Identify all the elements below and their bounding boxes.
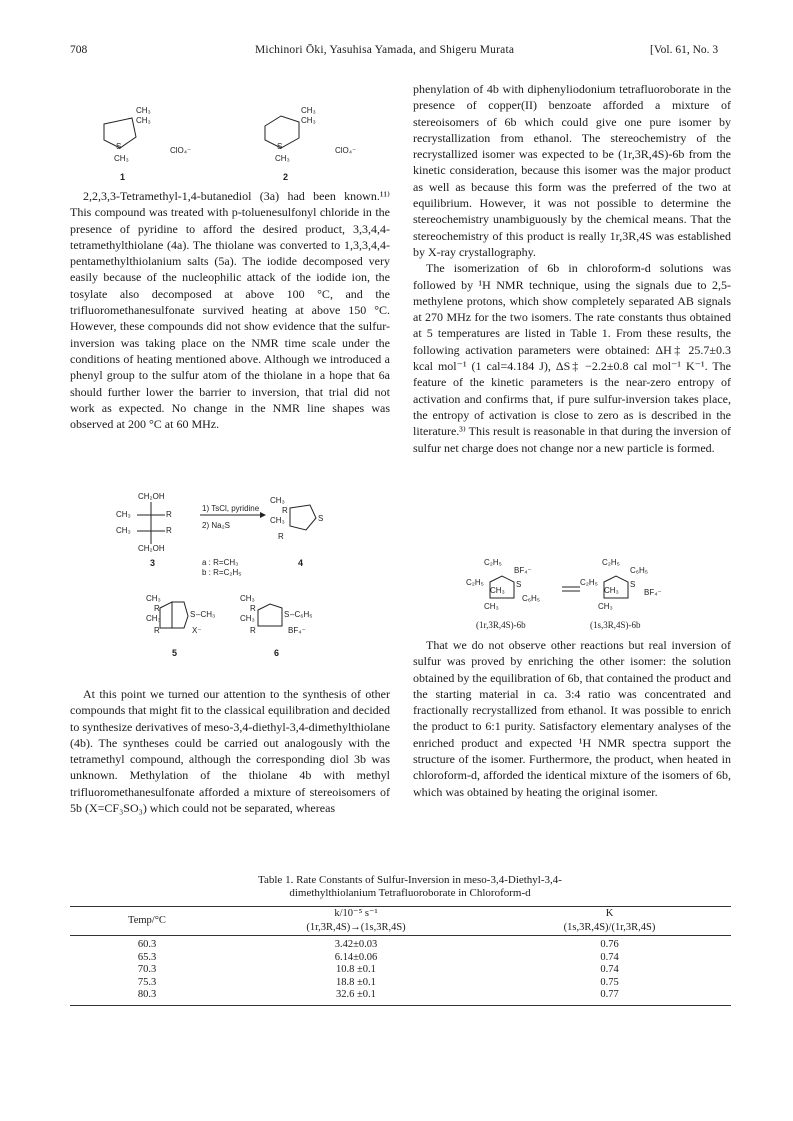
header-temp: Temp/°C [70,907,224,936]
scheme-ch3-2: CH₃ [116,526,131,535]
cell-temp: 80.3 [70,989,224,1005]
eq-right-bf4: BF₄⁻ [644,588,662,597]
c5-r2: R [154,626,160,635]
page-number: 708 [70,44,88,56]
c6-r: R [250,604,256,613]
table-caption-line-1: Table 1. Rate Constants of Sulfur-Inversion in meso-3,4-Diethyl-3,4- [258,874,562,886]
eq-left-c2h5-left: C₂H₅ [466,578,484,587]
compound-3-number: 3 [150,558,156,568]
table-row [70,936,731,952]
paragraph-synthesis-4a: 2,2,3,3-Tetramethyl-1,4-butanediol (3a) had been known.¹¹⁾ This compound was treated with p-toluenesulfonyl chloride in the presence of pyridine to afford the desired product, 3,3,4,4-tetramethylthiolane (4a). The thiolane was converted to 1,3,3,4,4-pentamethylthiolanium salts (5a). The iodide decomposed very easily because of the nucleophilic attack of the iodide ion, the tosylate also decomposed at above 100 °C, and the trifluoromethanesulfonate survived heating at above 150 °C. However, these compounds did not show evidence that the sulfur-inversion was taking place on the NMR time scale under the conditions of heating mentioned above. Although we introduced a phenyl group to the sulfur atom of the thiolane in a hope that 6a should further lower the barrier to inversion, that trial did not work as expected. No change in the NMR line shapes was observed at 200 °C at 60 MHz. [70,189,390,432]
header-k-top: k/10⁻⁵ s⁻¹ [224,907,488,922]
scheme-r1: R [166,510,172,519]
scheme-r2: R [166,526,172,535]
c5-s-methyl: –CH₃ [196,610,216,619]
eq-left-s: S [516,580,522,589]
eq-right-s: S [630,580,636,589]
cell-k: 10.8 ±0.1 [336,964,376,976]
c6-s: S [284,610,290,619]
header-K-bottom: (1s,3R,4S)/(1r,3R,4S) [488,921,731,936]
table-caption [200,874,620,900]
c5-r: R [154,604,160,613]
eq-right-ch3-bottom: CH₃ [598,602,613,611]
eq-left-ch3-ring: CH₃ [490,586,505,595]
eq-left-c2h5-top: C₂H₅ [484,558,502,567]
cell-temp: 65.3 [137,951,157,963]
running-head-authors: Michinori Ōki, Yasuhisa Yamada, and Shigeru Murata [255,44,515,56]
cell-K: 0.74 [600,951,619,963]
paragraph-isomerization: The isomerization of 6b in chloroform-d solutions was followed by ¹H NMR technique, using the signals due to 2,5-methylene protons, which show completely separated AB signals at 270 MHz for the two isomers. The rate constants thus obtained at 5 temperatures are listed in Table 1. From these results, the following activation parameters were obtained: ΔH‡ 25.7±0.3 kcal mol⁻¹ (1 cal=4.184 J), ΔS‡ −2.2±0.8 cal mol⁻¹ K⁻¹. The feature of the kinetic parameters is the near-zero entropy of activation and confirms that, if pure sulfur-inversion takes place, the entropy of activation is close to zero as is described in the literature.³⁾ This result is reasonable in that during the inversion of sulfur net charge does not change nor a new particle is formed. [413,261,731,455]
cell-K: 0.77 [488,989,731,1005]
substituent-b: b : R=C₂H₅ [202,568,242,577]
c6-r2: R [250,626,256,635]
c2-s: S [277,142,283,151]
product-ch3-b: CH₃ [270,516,285,525]
header-k-bottom: (1r,3R,4S)→(1s,3R,4S) [224,921,488,936]
cell-temp: 75.3 [137,976,157,988]
table-row [70,964,731,977]
c6-s-phenyl: –C₆H₅ [290,610,313,619]
eq-right-label: (1s,3R,4S)-6b [590,620,641,630]
table-row [70,989,731,1005]
scheme-ch2oh-top: CH₂OH [138,492,165,501]
c5-anion: X⁻ [192,626,202,635]
paragraph-enrichment: That we do not observe other reactions but real inversion of sulfur was proved by enriching the other isomer: the solution obtained by the equilibration of 6b, that contained the product and the starting material in ca. 3:4 ratio was concentrated and fractionally recrystallized from ethanol. It was possible to enrich the product to 6:1 purity. Satisfactory elementary analyses of the enriched product and expected ¹H NMR spectra support the structure of the isomer. Furthermore, the product, when heated in chloroform-d, afforded the identical mixture of the isomers of 6b, which was obtained by heating the original isomer. [413,638,731,799]
c6-ch3-a: CH₃ [240,594,255,603]
product-ch3-a: CH₃ [270,496,285,505]
c5-s: S [190,610,196,619]
c1-ch3-b: CH₃ [136,116,151,125]
cell-temp: 60.3 [137,939,157,950]
table-row [70,952,731,965]
c2-ch3-a: CH₃ [301,106,316,115]
eq-left-bf4: BF₄⁻ [514,566,532,575]
eq-left-c6h5: C₆H₅ [522,594,541,603]
running-head-volume: [Vol. 61, No. 3 [650,44,719,56]
c1-s: S [116,142,122,151]
c6-anion: BF₄⁻ [288,626,306,635]
product-s: S [318,514,324,523]
structure-1 [92,104,242,184]
table-row [70,977,731,990]
scheme-step-1: 1) TsCl, pyridine [202,504,260,513]
cell-K: 0.76 [600,939,619,950]
cell-K: 0.74 [600,964,619,976]
c1-anion: ClO₄⁻ [170,146,192,155]
eq-right-c6h5: C₆H₅ [630,566,649,575]
paragraph-diethyl-derivatives: At this point we turned our attention to the synthesis of other compounds that might fit to the classical equilibration and decided to synthesize derivatives of meso-3,4-diethyl-3,4-dimethylthiolane (4b). The syntheses could be carried out analogously with the tetramethyl compound, although the corresponding diol 3b was unknown. Methylation of the thiolane 4b with methyl trifluoromethanesulfonate afforded a mixture of stereoisomers of 5b (X=CF₃SO₃) which could not be separated, whereas [70,687,390,816]
eq-right-c2h5-left: C₂H₅ [580,578,598,587]
scheme-step-2: 2) Na₂S [202,521,231,530]
c2-ch3-b: CH₃ [301,116,316,125]
cell-temp: 70.3 [137,964,157,976]
rate-constants-table [70,906,731,1006]
cell-k: 18.8 ±0.1 [336,976,376,988]
c2-anion: ClO₄⁻ [335,146,357,155]
eq-left-ch3-bottom: CH₃ [484,602,499,611]
reaction-scheme [110,490,390,670]
right-column-top [413,81,731,456]
c2-number: 2 [283,172,289,182]
left-column-bottom [70,686,390,816]
right-column-bottom [413,637,731,800]
header-K-top: K [488,907,731,922]
cell-k: 6.14±0.06 [334,951,378,963]
product-r: R [282,506,288,515]
c1-ch3-s: CH₃ [114,154,129,163]
substituent-a: a : R=CH₃ [202,558,239,567]
c1-number: 1 [120,172,126,182]
c5-ch3-a: CH₃ [146,594,161,603]
cell-k: 32.6 ±0.1 [224,989,488,1005]
cell-k: 3.42±0.03 [334,939,378,950]
eq-left-label: (1r,3R,4S)-6b [476,620,526,630]
compound-4-number: 4 [298,558,304,568]
compound-6-number: 6 [274,648,280,658]
eq-right-ch3-ring: CH₃ [604,586,619,595]
paragraph-phenylation: phenylation of 4b with diphenyliodonium tetrafluoroborate in the presence of copper(II) benzoate afforded a mixture of stereoisomers of 6b which could give one pure isomer by recrystallization from ethanol. The stereochemistry of the recrystallized isomer was expected to be (1r,3R,4S)-6b from the kinetic consideration, because this isomer was the major product as well as because this form was the preferred of the two at equilibrium. However, it was not possible to determine the stereochemistry unambiguously by the chemical means. That the stereochemistry of this product is really 1r,3R,4S was established by X-ray crystallography. [413,82,731,259]
c5-ch3-b: CH₃ [146,614,161,623]
left-column-top [70,188,390,432]
table-caption-line-2: dimethylthiolanium Tetrafluoroborate in Chloroform-d [289,887,531,899]
c1-ch3-a: CH₃ [136,106,151,115]
structure-2 [255,104,405,184]
cell-K: 0.75 [600,976,619,988]
equilibrium-scheme [462,556,702,636]
scheme-ch3-1: CH₃ [116,510,131,519]
scheme-ch2oh-bottom: CH₂OH [138,544,165,553]
scheme-bonds [110,490,390,670]
c6-ch3-b: CH₃ [240,614,255,623]
c2-ch3-s: CH₃ [275,154,290,163]
compound-5-number: 5 [172,648,178,658]
eq-right-c2h5-top: C₂H₅ [602,558,620,567]
product-r2: R [278,532,284,541]
